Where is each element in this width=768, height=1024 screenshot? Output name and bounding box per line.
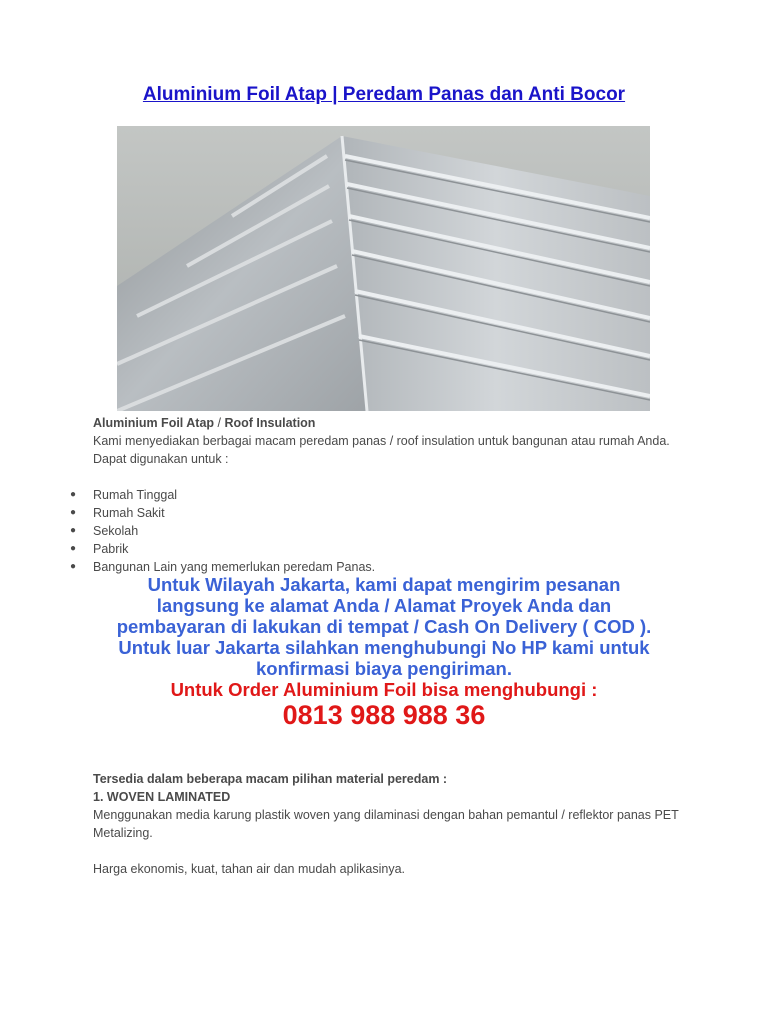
list-item: ● Pabrik <box>70 542 129 556</box>
promo-line: pembayaran di lakukan di tempat / Cash On Delivery ( COD ). <box>116 616 652 637</box>
caption-bold-2: Roof Insulation <box>224 416 316 430</box>
promo-line: Untuk luar Jakarta silahkan menghubungi No HP kami untuk <box>118 637 650 658</box>
list-item: ● Sekolah <box>70 524 139 538</box>
list-item: ● Rumah Sakit <box>70 506 165 520</box>
bullet-icon: ● <box>70 489 77 500</box>
bullet-icon: ● <box>70 543 77 554</box>
bullet-icon: ● <box>70 507 77 518</box>
materials-section <box>93 770 693 878</box>
promo-line: langsung ke alamat Anda / Alamat Proyek Anda dan <box>156 595 612 616</box>
promo-line: konfirmasi biaya pengiriman. <box>256 658 512 679</box>
roof-photo <box>117 126 650 411</box>
order-text: Untuk Order Aluminium Foil bisa menghubungi : <box>170 679 598 700</box>
bullet-icon: ● <box>70 561 77 572</box>
uses-list <box>70 486 375 576</box>
material-1-description: Menggunakan media karung plastik woven yang dilaminasi dengan bahan pemantul / reflektor panas PET Metalizing. <box>93 808 679 840</box>
phone-number: 0813 988 988 36 <box>282 700 486 730</box>
caption-separator: / <box>214 416 225 430</box>
spacer <box>93 842 693 860</box>
material-1-note: Harga ekonomis, kuat, tahan air dan mudah aplikasinya. <box>93 862 405 876</box>
page-title[interactable]: Aluminium Foil Atap | Peredam Panas dan Anti Bocor <box>142 84 626 105</box>
intro-paragraph: Kami menyediakan berbagai macam peredam panas / roof insulation untuk bangunan atau rumah Anda. Dapat digunakan untuk : <box>93 434 670 466</box>
list-item: ● Bangunan Lain yang memerlukan peredam Panas. <box>70 560 376 574</box>
bullet-icon: ● <box>70 525 77 536</box>
list-item: ● Rumah Tinggal <box>70 488 178 502</box>
caption-bold: Aluminium Foil Atap <box>93 416 215 430</box>
materials-heading: Tersedia dalam beberapa macam pilihan material peredam : <box>93 772 448 786</box>
image-caption <box>93 414 683 468</box>
material-1-title: 1. WOVEN LAMINATED <box>93 790 231 804</box>
delivery-promo <box>84 574 684 679</box>
promo-line: Untuk Wilayah Jakarta, kami dapat mengirim pesanan <box>147 574 621 595</box>
